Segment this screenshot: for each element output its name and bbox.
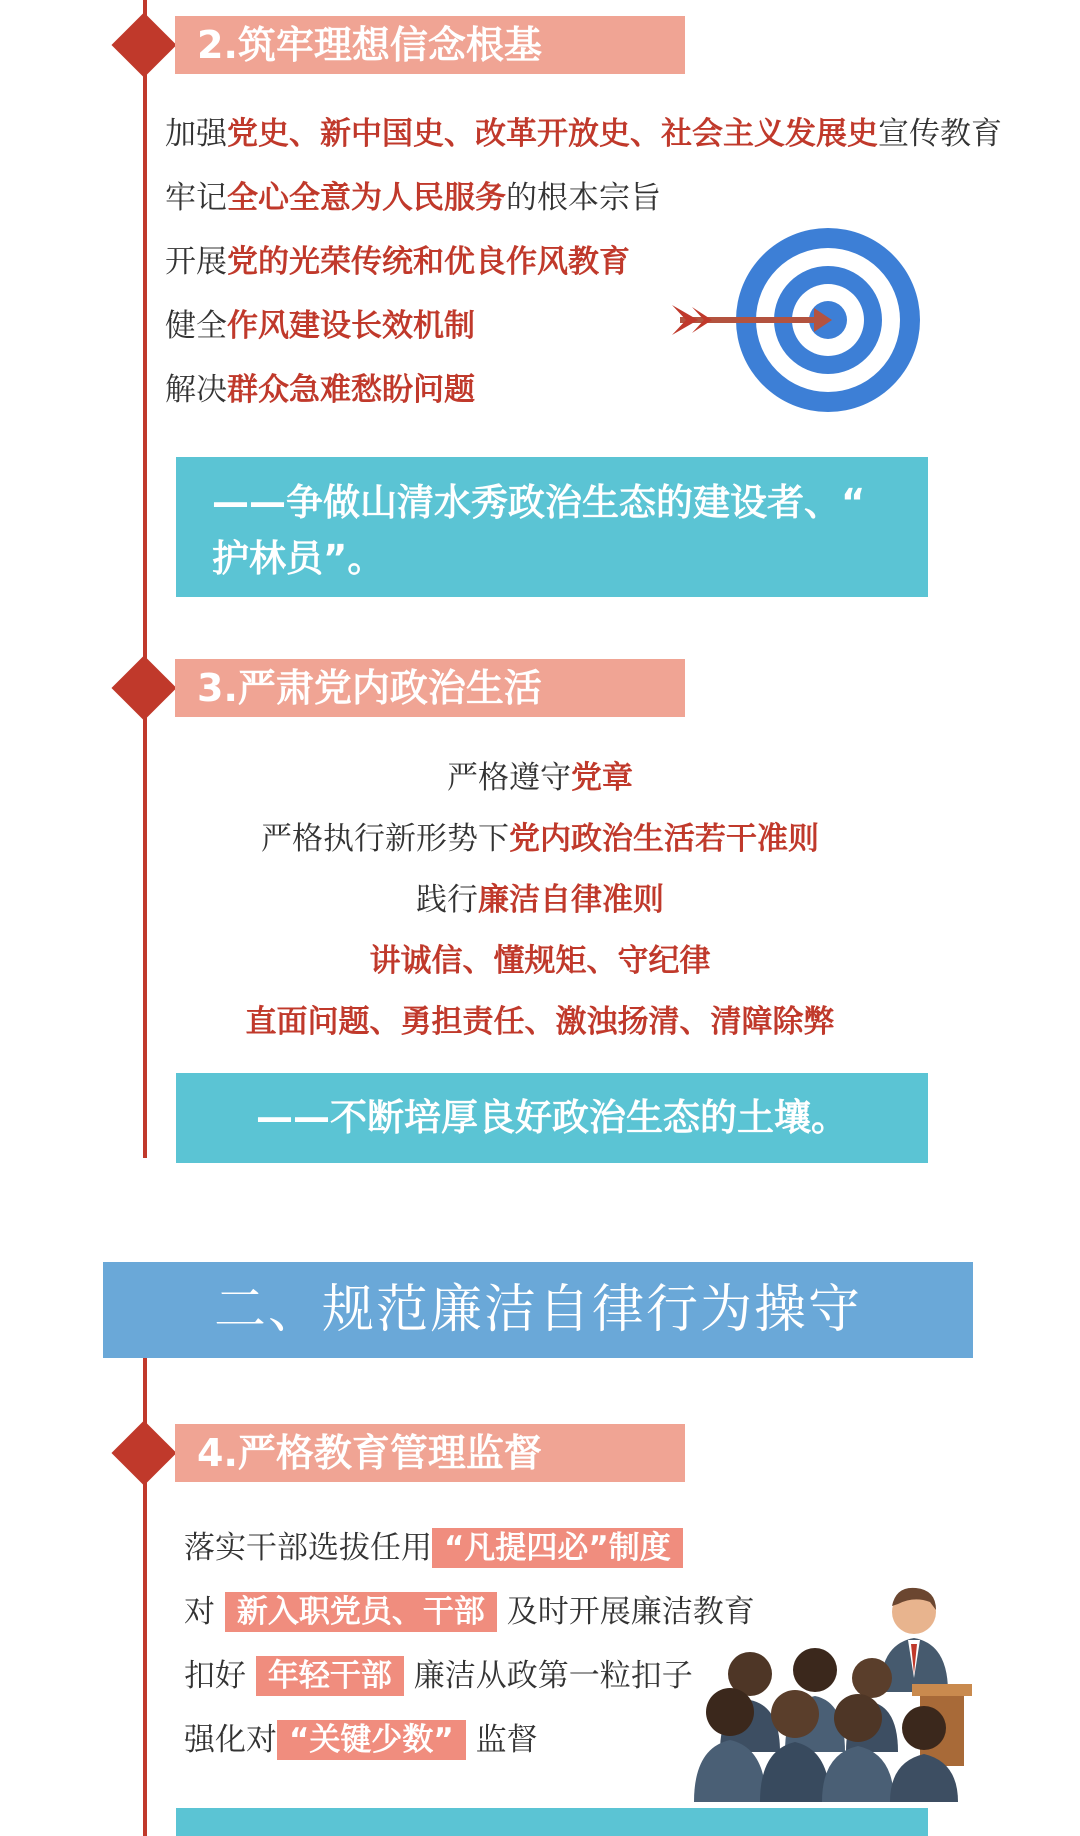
section-3-quote: ——不断培厚良好政治生态的土壤。 xyxy=(176,1073,928,1163)
audience-illustration xyxy=(690,1582,990,1802)
highlight-tag: 新入职党员、干部 xyxy=(225,1592,497,1632)
section-4-quote-partial xyxy=(176,1808,928,1836)
section-3-title: 3.严肃党内政治生活 xyxy=(175,659,685,717)
section-4-line: 对 新入职党员、干部 及时开展廉洁教育 xyxy=(184,1594,755,1630)
section-2-line: 开展党的光荣传统和优良作风教育 xyxy=(165,244,630,280)
section-4-line: 落实干部选拔任用 “凡提四必”制度 xyxy=(184,1528,683,1568)
chapter-2-banner: 二、规范廉洁自律行为操守 xyxy=(103,1262,973,1358)
highlight-tag: 年轻干部 xyxy=(256,1656,404,1696)
section-2-title: 2.筑牢理想信念根基 xyxy=(175,16,685,74)
section-4-title: 4.严格教育管理监督 xyxy=(175,1424,685,1482)
highlight-tag: “凡提四必”制度 xyxy=(432,1528,683,1568)
section-3-line: 践行廉洁自律准则 xyxy=(416,882,664,918)
diamond-marker-icon xyxy=(111,1420,176,1485)
diamond-marker-icon xyxy=(111,12,176,77)
section-4-line: 强化对 “关键少数” 监督 xyxy=(184,1722,538,1758)
section-4-line: 扣好 年轻干部 廉洁从政第一粒扣子 xyxy=(184,1658,693,1694)
section-2-line: 健全作风建设长效机制 xyxy=(165,308,475,344)
section-2-line: 解决群众急难愁盼问题 xyxy=(165,372,475,408)
section-3-line: 严格遵守党章 xyxy=(447,760,633,796)
section-3-line: 严格执行新形势下党内政治生活若干准则 xyxy=(261,821,819,857)
highlight-tag: “关键少数” xyxy=(277,1720,466,1760)
section-2-quote: ——争做山清水秀政治生态的建设者、“ 护林员”。 xyxy=(176,457,928,597)
diamond-marker-icon xyxy=(111,655,176,720)
section-2-line: 加强党史、新中国史、改革开放史、社会主义发展史宣传教育 xyxy=(165,116,1002,152)
timeline-line-top xyxy=(143,0,147,1158)
section-3-line: 讲诚信、懂规矩、守纪律 xyxy=(369,943,711,979)
section-3-line: 直面问题、勇担责任、激浊扬清、清障除弊 xyxy=(245,1004,835,1040)
target-icon xyxy=(660,225,930,425)
section-2-line: 牢记全心全意为人民服务的根本宗旨 xyxy=(165,180,661,216)
